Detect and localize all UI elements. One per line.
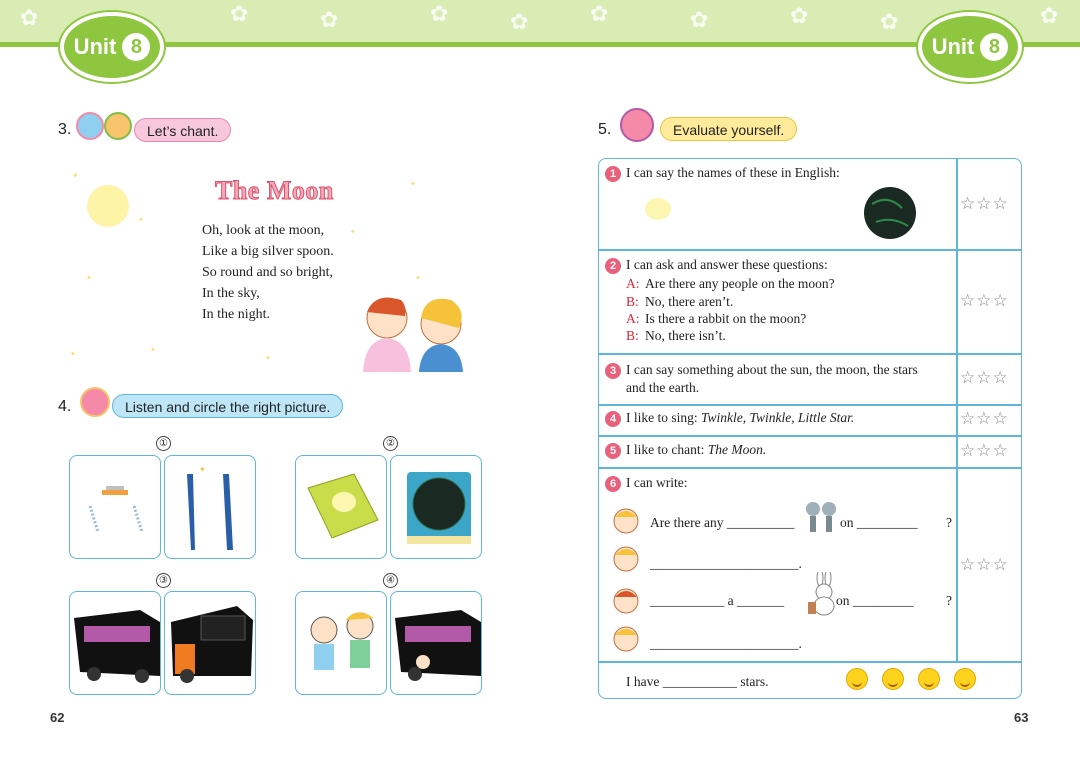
poem-line: Oh, look at the moon,	[202, 223, 325, 238]
header-band	[0, 0, 1080, 42]
poem-line: Like a big silver spoon.	[202, 244, 334, 259]
unit-label: Unit	[931, 34, 975, 59]
row-2-text: I can ask and answer these questions:	[626, 257, 828, 272]
row-3-text: I can say something about the sun, the moon, the stars	[626, 362, 918, 377]
dialog-speaker: A:	[626, 276, 640, 291]
question-mark: ?	[946, 515, 952, 530]
neutral-face-icon[interactable]	[918, 668, 940, 690]
smile-face-icon[interactable]	[882, 668, 904, 690]
aliens-icon	[804, 500, 838, 534]
picture-option-4b[interactable]	[390, 591, 482, 695]
question-mark: ?	[946, 593, 952, 608]
poem-line: In the night.	[202, 307, 271, 322]
row-5-text: I like to chant: The Moon.	[626, 442, 767, 457]
chant-label: Let’s chant.	[134, 118, 231, 142]
rating-stars[interactable]: ☆☆☆	[960, 368, 1009, 388]
table-row-divider	[598, 249, 1022, 251]
page-number: 63	[1014, 710, 1029, 725]
table-row-divider	[598, 661, 1022, 663]
star-icon: ✦	[150, 347, 156, 354]
row-6-text: I can write:	[626, 475, 688, 490]
write-line-1: Are there any __________	[650, 515, 795, 530]
poem-title: The Moon	[215, 176, 334, 205]
star-icon: ✦	[138, 217, 144, 224]
kid-icon	[76, 112, 104, 140]
row-number-badge: 6	[605, 476, 621, 492]
rabbit-icon	[806, 572, 838, 616]
row-number-badge: 3	[605, 363, 621, 379]
star-icon: ✦	[415, 275, 421, 282]
table-column-divider	[956, 158, 958, 661]
dialog-line: Are there any people on the moon?	[645, 276, 835, 291]
table-row-divider	[598, 404, 1022, 406]
picture-option-3a[interactable]	[69, 591, 161, 695]
listen-label: Listen and circle the right picture.	[112, 394, 343, 418]
star-icon: ✦	[70, 351, 76, 358]
dialog-speaker: B:	[626, 328, 639, 343]
row-1-text: I can say the names of these in English:	[626, 165, 840, 180]
row-number-badge: 4	[605, 411, 621, 427]
moon-earth-pictures	[640, 186, 940, 244]
svg-text:✦: ✦	[199, 465, 206, 474]
row-number-badge: 5	[605, 443, 621, 459]
kid-icon	[620, 108, 654, 142]
row-number-badge: 1	[605, 166, 621, 182]
kid-icon	[104, 112, 132, 140]
rating-stars[interactable]: ☆☆☆	[960, 194, 1009, 214]
moon-icon	[645, 198, 671, 220]
rating-stars[interactable]: ☆☆☆	[960, 409, 1009, 429]
dialog-line: Is there a rabbit on the moon?	[645, 311, 807, 326]
row-3-text: and the earth.	[626, 380, 700, 395]
unit-label: Unit	[73, 34, 117, 59]
flower-icon: ✿	[790, 4, 809, 29]
group-number: ②	[383, 436, 398, 451]
group-number: ④	[383, 573, 398, 588]
star-icon: ✦	[86, 275, 92, 282]
table-row-divider	[598, 353, 1022, 355]
star-icon: ✦	[410, 181, 416, 188]
section-number: 5.	[598, 121, 612, 138]
kid-icon	[80, 387, 110, 417]
group-number: ①	[156, 436, 171, 451]
flower-icon: ✿	[510, 10, 529, 35]
poem-line: In the sky,	[202, 286, 260, 301]
write-line-4[interactable]: ______________________.	[650, 636, 802, 651]
page-number: 62	[50, 710, 65, 725]
unit-badge-right	[918, 12, 1022, 82]
section-number: 3.	[58, 121, 72, 138]
rating-stars[interactable]: ☆☆☆	[960, 291, 1009, 311]
picture-option-2a[interactable]	[295, 455, 387, 559]
dialog-speaker: B:	[626, 294, 639, 309]
flower-icon: ✿	[430, 2, 449, 27]
flower-icon: ✿	[880, 10, 899, 35]
write-line-3: ___________ a _______	[650, 593, 785, 608]
flower-icon: ✿	[320, 8, 339, 33]
unit-number: 8	[980, 33, 1008, 61]
moon-icon	[87, 185, 129, 227]
okay-face-icon[interactable]	[954, 668, 976, 690]
picture-option-1a[interactable]	[69, 455, 161, 559]
unit-badge-left	[60, 12, 164, 82]
evaluate-label: Evaluate yourself.	[660, 117, 797, 141]
rating-stars[interactable]: ☆☆☆	[960, 441, 1009, 461]
picture-option-2b[interactable]	[390, 455, 482, 559]
flower-icon: ✿	[1040, 4, 1059, 29]
flower-icon: ✿	[590, 2, 609, 27]
dialog-speaker: A:	[626, 311, 640, 326]
group-number: ③	[156, 573, 171, 588]
picture-option-4a[interactable]	[295, 591, 387, 695]
kids-faces	[610, 505, 646, 655]
children-looking-illustration	[355, 288, 480, 373]
star-icon: ✦	[72, 171, 79, 180]
table-row-divider	[598, 435, 1022, 437]
picture-option-3b[interactable]	[164, 591, 256, 695]
table-row-divider	[598, 467, 1022, 469]
flower-icon: ✿	[20, 6, 39, 31]
flower-icon: ✿	[690, 8, 709, 33]
write-line-3-end: on _________	[836, 593, 914, 608]
star-icon: ✦	[350, 229, 356, 236]
flower-icon: ✿	[230, 2, 249, 27]
section-number: 4.	[58, 398, 72, 415]
earth-icon	[864, 187, 916, 239]
write-line-2[interactable]: ______________________.	[650, 556, 802, 571]
picture-option-1b[interactable]	[164, 455, 256, 559]
row-number-badge: 2	[605, 258, 621, 274]
rating-stars[interactable]: ☆☆☆	[960, 555, 1009, 575]
row-4-text: I like to sing: Twinkle, Twinkle, Little Star.	[626, 410, 855, 425]
write-line-1-end: on _________	[840, 515, 918, 530]
summary-line: I have ___________ stars.	[626, 674, 769, 689]
dialog-line: No, there isn’t.	[645, 328, 726, 343]
poem-line: So round and so bright,	[202, 265, 334, 280]
star-icon: ✦	[265, 355, 271, 362]
unit-number: 8	[122, 33, 150, 61]
happy-face-icon[interactable]	[846, 668, 868, 690]
dialog-line: No, there aren’t.	[645, 294, 734, 309]
